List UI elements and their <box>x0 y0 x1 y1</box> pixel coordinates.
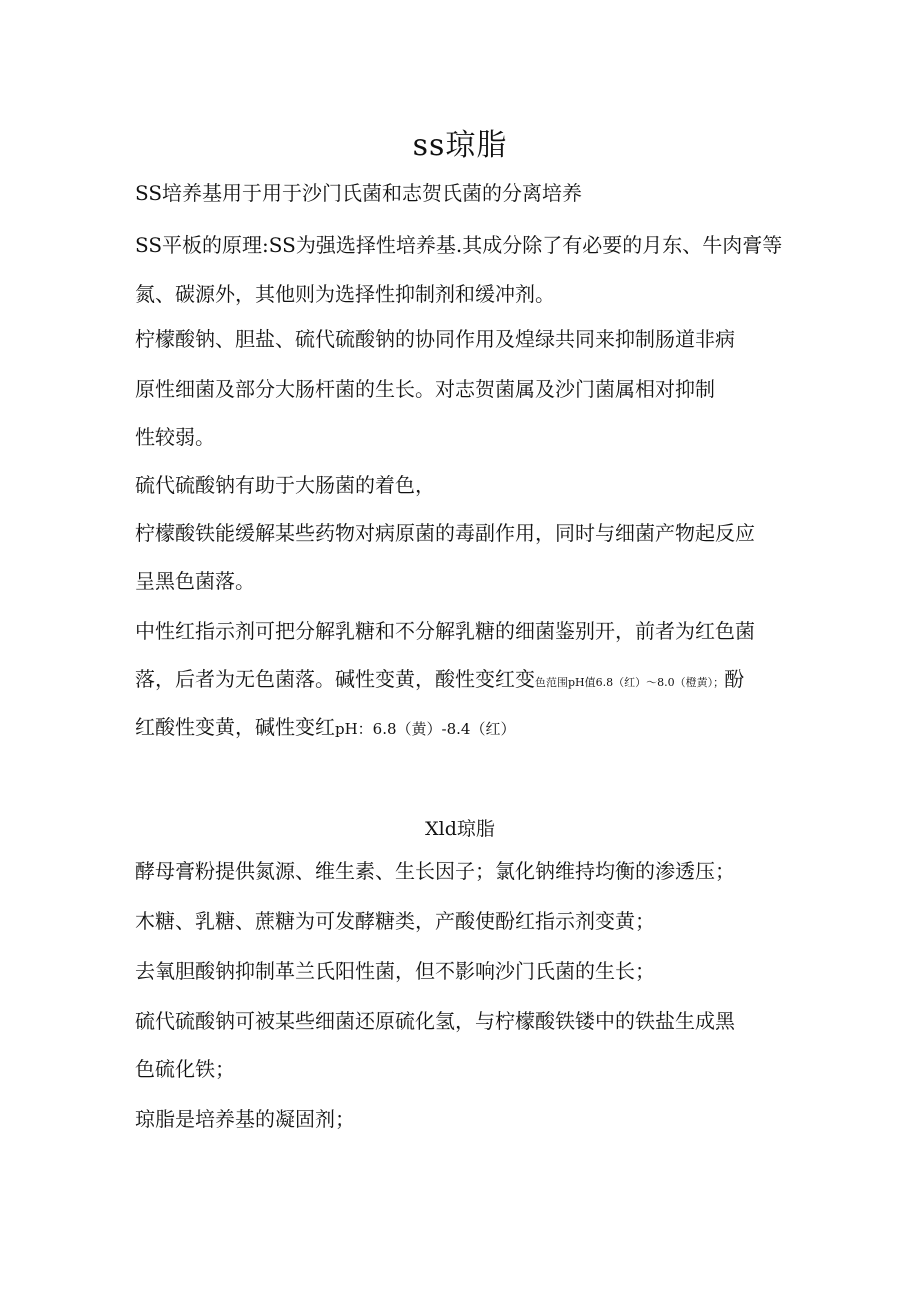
ss-line-9: 呈黑色菌落。 <box>135 569 255 593</box>
ss-line-12 <box>135 714 515 742</box>
xld-line-3: 去氧胆酸钠抑制革兰氏阳性菌，但不影响沙门氏菌的生长； <box>135 959 655 983</box>
ss-line-1: SS培养基用于用于沙门氏菌和志贺氏菌的分离培养 <box>135 181 583 205</box>
ss-line-11-range-note: 色范围pH值6.8（红）～8.0（橙黄）； <box>535 676 725 689</box>
ss-line-6: 性较弱。 <box>135 425 215 449</box>
ss-line-11-text: 落，后者为无色菌落。碱性变黄，酸性变红变 <box>135 667 535 691</box>
ss-line-7: 硫代硫酸钠有助于大肠菌的着色， <box>135 473 435 497</box>
xld-line-6: 琼脂是培养基的凝固剂； <box>135 1107 355 1131</box>
ss-line-10: 中性红指示剂可把分解乳糖和不分解乳糖的细菌鉴别开，前者为红色菌 <box>135 619 755 643</box>
ss-line-12-ph-note: pH：6.8（黄）-8.4（红） <box>335 720 516 738</box>
xld-line-4: 硫代硫酸钠可被某些细菌还原硫化氢，与柠檬酸铁镂中的铁盐生成黑 <box>135 1009 735 1033</box>
xld-line-2: 木糖、乳糖、蔗糖为可发酵糖类，产酸使酚红指示剂变黄； <box>135 909 655 933</box>
xld-line-5: 色硫化铁； <box>135 1057 235 1081</box>
ss-line-2: SS平板的原理:SS为强选择性培养基.其成分除了有必要的月东、牛肉膏等 <box>135 233 783 257</box>
ss-line-11 <box>135 666 744 696</box>
xld-line-1: 酵母膏粉提供氮源、维生素、生长因子；氯化钠维持均衡的渗透压； <box>135 859 735 883</box>
ss-line-4: 柠檬酸钠、胆盐、硫代硫酸钠的协同作用及煌绿共同来抑制肠道非病 <box>135 327 735 351</box>
ss-line-8: 柠檬酸铁能缓解某些药物对病原菌的毒副作用，同时与细菌产物起反应 <box>135 521 755 545</box>
ss-line-12-text: 红酸性变黄，碱性变红 <box>135 715 335 739</box>
xld-section-title: Xld琼脂 <box>425 818 495 840</box>
page-title: ss琼脂 <box>412 128 508 163</box>
ss-line-11-tail: 酚 <box>724 667 745 691</box>
ss-line-5: 原性细菌及部分大肠杆菌的生长。对志贺菌属及沙门菌属相对抑制 <box>135 377 715 401</box>
ss-line-3: 氮、碳源外，其他则为选择性抑制剂和缓冲剂。 <box>135 282 555 306</box>
